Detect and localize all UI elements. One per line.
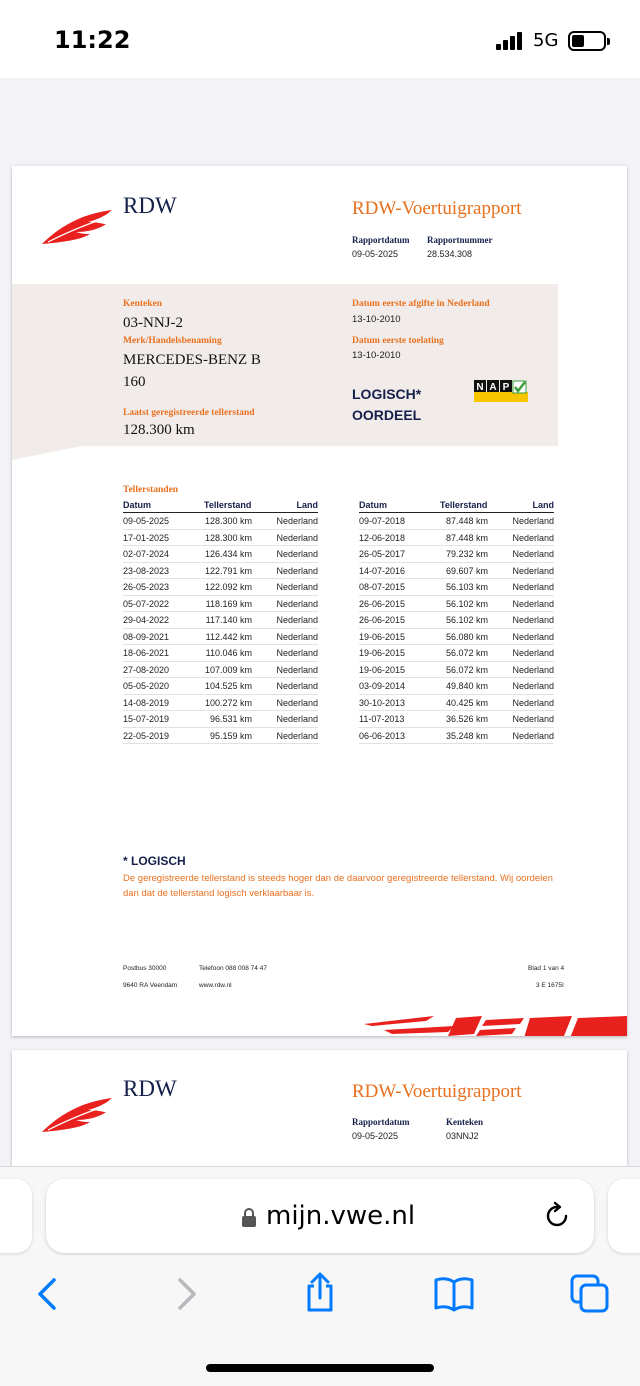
make-value-line1: MERCEDES-BENZ B xyxy=(123,352,261,368)
table-header xyxy=(123,499,318,513)
cell-date: 26-06-2015 xyxy=(359,598,406,609)
cell-date: 17-01-2025 xyxy=(123,532,170,543)
table-row xyxy=(359,728,554,745)
footer-web: www.rdw.nl xyxy=(199,982,232,989)
cell-country: Nederland xyxy=(276,714,318,724)
make-label: Merk/Handelsbenaming xyxy=(123,336,222,346)
col-reading-header: Tellerstand xyxy=(440,500,488,510)
cell-date: 18-06-2021 xyxy=(123,648,170,658)
cell-country: Nederland xyxy=(512,664,554,675)
table-row xyxy=(123,579,318,596)
verdict xyxy=(352,384,421,426)
cell-reading: 56.080 km xyxy=(445,631,488,642)
cell-date: 15-07-2019 xyxy=(123,714,170,724)
plate-value: 03-NNJ-2 xyxy=(123,315,183,331)
table-row xyxy=(123,513,318,530)
nap-check-logo-icon xyxy=(474,380,528,402)
cell-country: Nederland xyxy=(512,565,554,576)
rdw-brand: RDW xyxy=(123,193,177,218)
rdw-feather-logo-icon xyxy=(40,206,114,246)
readings-title: Tellerstanden xyxy=(123,485,179,495)
share-icon[interactable] xyxy=(300,1272,340,1312)
first-issue-nl-value: 13-10-2010 xyxy=(352,314,401,325)
cell-date: 14-07-2016 xyxy=(359,565,406,576)
cell-reading: 100.272 km xyxy=(204,697,252,708)
cell-reading: 56.102 km xyxy=(445,598,488,609)
col-country-header: Land xyxy=(296,500,318,510)
rdw-stripes-icon xyxy=(364,1012,627,1036)
cell-date: 27-08-2020 xyxy=(123,664,170,675)
report-title: RDW-Voertuigrapport xyxy=(352,198,522,219)
cell-country: Nederland xyxy=(512,549,554,559)
cell-date: 30-10-2013 xyxy=(359,697,406,708)
nap-letter-a: A xyxy=(489,382,497,393)
report-page-1 xyxy=(12,166,627,1036)
footer-code: 3 E 1675I xyxy=(536,982,564,989)
cell-date: 09-07-2018 xyxy=(359,516,406,526)
table-row xyxy=(359,513,554,530)
cell-reading: 110.046 km xyxy=(205,648,252,658)
cell-country: Nederland xyxy=(512,631,554,642)
first-admission-label: Datum eerste toelating xyxy=(352,336,444,346)
col-reading-header: Tellerstand xyxy=(204,500,252,510)
cell-country: Nederland xyxy=(512,681,554,691)
odometer-label: Laatst geregistreerde tellerstand xyxy=(123,408,255,418)
cell-reading: 128.300 km xyxy=(204,532,252,543)
footer-city: 9640 RA Veendam xyxy=(123,982,178,989)
cell-date: 14-08-2019 xyxy=(123,697,170,708)
status-time: 11:22 xyxy=(54,26,131,54)
cell-date: 29-04-2022 xyxy=(123,615,170,625)
cell-date: 08-09-2021 xyxy=(123,631,170,642)
cell-country: Nederland xyxy=(512,516,554,526)
cell-date: 26-05-2023 xyxy=(123,582,170,592)
col-date-header: Datum xyxy=(359,500,388,510)
table-row xyxy=(123,645,318,662)
cell-country: Nederland xyxy=(512,648,554,658)
cell-country: Nederland xyxy=(276,565,318,576)
verdict-line1: LOGISCH* xyxy=(352,386,422,402)
cell-country: Nederland xyxy=(512,615,554,625)
cell-country: Nederland xyxy=(276,582,318,592)
cell-reading: 79.232 km xyxy=(445,549,488,559)
cell-date: 05-05-2020 xyxy=(123,681,170,691)
cell-date: 08-07-2015 xyxy=(359,582,406,592)
table-row xyxy=(359,546,554,563)
cell-reading: 107.009 km xyxy=(204,664,252,675)
cell-date: 05-07-2022 xyxy=(123,598,170,609)
cell-country: Nederland xyxy=(276,681,318,691)
report-number-label: Rapportnummer xyxy=(427,235,493,245)
footer-page: Blad 1 van 4 xyxy=(528,965,565,972)
network-type: 5G xyxy=(533,30,559,51)
col-date-header: Datum xyxy=(123,500,152,510)
cell-country: Nederland xyxy=(276,697,318,708)
report-date-label: Rapportdatum xyxy=(352,235,410,245)
table-row xyxy=(359,563,554,580)
cell-reading: 122.791 km xyxy=(204,565,252,576)
cell-reading: 96.531 km xyxy=(209,714,252,724)
lock-icon xyxy=(242,1207,256,1227)
tabs-icon[interactable] xyxy=(570,1274,610,1314)
cell-reading: 122.092 km xyxy=(204,582,252,592)
cell-country: Nederland xyxy=(512,532,554,543)
report-page-2 xyxy=(12,1050,627,1180)
first-issue-nl-label: Datum eerste afgifte in Nederland xyxy=(352,299,490,309)
table-row xyxy=(359,695,554,712)
cell-reading: 95.159 km xyxy=(209,730,252,741)
cell-country: Nederland xyxy=(276,615,318,625)
rdw-brand: RDW xyxy=(123,1076,177,1101)
table-row xyxy=(123,695,318,712)
table-row xyxy=(359,596,554,613)
plate-value: 03NNJ2 xyxy=(446,1131,479,1141)
cell-reading: 56.102 km xyxy=(445,615,488,625)
cell-date: 19-06-2015 xyxy=(359,648,406,658)
cell-reading: 56.072 km xyxy=(445,664,488,675)
cell-country: Nederland xyxy=(512,598,554,609)
verdict-line2: OORDEEL xyxy=(352,407,422,423)
footer-phone: Telefoon 088 008 74 47 xyxy=(199,965,267,972)
report-title: RDW-Voertuigrapport xyxy=(352,1081,522,1102)
rdw-feather-logo-icon xyxy=(40,1094,114,1134)
address-bar[interactable] xyxy=(46,1179,594,1253)
table-row xyxy=(123,678,318,695)
cell-reading: 56.103 km xyxy=(445,582,488,592)
legend-title: * LOGISCH xyxy=(123,854,186,868)
cell-date: 02-07-2024 xyxy=(123,549,170,559)
report-date-value: 09-05-2025 xyxy=(352,1131,399,1141)
cell-reading: 69.607 km xyxy=(445,565,488,576)
cell-date: 03-09-2014 xyxy=(359,681,406,691)
cell-date: 09-05-2025 xyxy=(123,516,170,526)
table-row xyxy=(359,579,554,596)
signal-icon xyxy=(496,32,526,50)
table-row xyxy=(123,596,318,613)
cell-reading: 87.448 km xyxy=(445,532,488,543)
footer-postbus: Postbus 30000 xyxy=(123,965,167,972)
cell-reading: 36.526 km xyxy=(445,714,488,724)
table-row xyxy=(359,530,554,547)
status-bar xyxy=(0,0,640,78)
first-admission-value: 13-10-2010 xyxy=(352,350,401,361)
cell-country: Nederland xyxy=(512,697,554,708)
previous-tab-preview[interactable] xyxy=(0,1179,32,1253)
cell-date: 19-06-2015 xyxy=(359,664,406,675)
cell-country: Nederland xyxy=(276,516,318,526)
bookmarks-icon[interactable] xyxy=(434,1274,474,1314)
table-row xyxy=(359,711,554,728)
address-bar-area xyxy=(0,1166,640,1256)
table-row xyxy=(123,711,318,728)
cell-country: Nederland xyxy=(276,730,318,741)
cell-country: Nederland xyxy=(276,532,318,543)
table-row xyxy=(359,612,554,629)
cell-date: 22-05-2019 xyxy=(123,730,170,741)
back-icon[interactable] xyxy=(28,1274,68,1314)
table-row xyxy=(359,662,554,679)
table-row xyxy=(359,678,554,695)
table-row xyxy=(123,546,318,563)
cell-date: 11-07-2013 xyxy=(359,714,405,724)
cell-date: 19-06-2015 xyxy=(359,631,406,642)
readings-table-left xyxy=(123,499,318,744)
cell-country: Nederland xyxy=(276,648,318,658)
table-row xyxy=(359,629,554,646)
table-row xyxy=(123,530,318,547)
nap-letter-p: P xyxy=(502,382,510,393)
cell-country: Nederland xyxy=(276,631,318,642)
cell-country: Nederland xyxy=(276,549,318,559)
battery-icon xyxy=(568,31,606,51)
odometer-value: 128.300 km xyxy=(123,422,195,438)
report-date-label: Rapportdatum xyxy=(352,1117,410,1127)
cell-reading: 104.525 km xyxy=(204,681,252,691)
cell-country: Nederland xyxy=(512,714,554,724)
cell-date: 26-05-2017 xyxy=(359,549,406,559)
nap-letter-n: N xyxy=(476,382,484,393)
forward-icon[interactable] xyxy=(166,1274,206,1314)
cell-country: Nederland xyxy=(276,598,318,609)
cell-reading: 117.140 km xyxy=(205,615,252,625)
cell-reading: 128.300 km xyxy=(204,516,252,526)
cell-date: 06-06-2013 xyxy=(359,730,406,741)
table-header xyxy=(359,499,554,513)
make-value-line2: 160 xyxy=(123,374,146,390)
cell-reading: 35.248 km xyxy=(445,730,488,741)
cell-reading: 49.840 km xyxy=(445,681,488,691)
cell-date: 12-06-2018 xyxy=(359,532,406,543)
table-row xyxy=(123,728,318,745)
url-text[interactable]: mijn.vwe.nl xyxy=(266,1201,416,1231)
table-row xyxy=(359,645,554,662)
col-country-header: Land xyxy=(532,500,554,510)
table-row xyxy=(123,629,318,646)
cell-reading: 40.425 km xyxy=(445,697,488,708)
cell-country: Nederland xyxy=(512,582,554,592)
legend-text: De geregistreerde tellerstand is steeds hoger dan de daarvoor geregistreerde tellerstand. Wij oordelen dan dat de tellerstand logisch verklaarbaar is. xyxy=(123,873,553,899)
table-row xyxy=(123,563,318,580)
plate-label: Kenteken xyxy=(446,1117,483,1127)
cell-country: Nederland xyxy=(276,664,318,675)
cell-date: 23-08-2023 xyxy=(123,565,170,576)
report-number-value: 28.534.308 xyxy=(427,249,473,259)
readings-table-right xyxy=(359,499,554,744)
home-indicator[interactable] xyxy=(206,1364,434,1372)
cell-reading: 112.442 km xyxy=(205,631,252,642)
table-row xyxy=(123,612,318,629)
cell-reading: 118.169 km xyxy=(205,598,252,609)
next-tab-preview[interactable] xyxy=(608,1179,640,1253)
cell-country: Nederland xyxy=(512,730,554,741)
reload-icon[interactable] xyxy=(542,1201,572,1231)
table-row xyxy=(123,662,318,679)
report-date-value: 09-05-2025 xyxy=(352,249,399,259)
plate-label: Kenteken xyxy=(123,299,163,309)
cell-date: 26-06-2015 xyxy=(359,615,406,625)
cell-reading: 56.072 km xyxy=(445,648,488,658)
cell-reading: 87.448 km xyxy=(445,516,488,526)
cell-reading: 126.434 km xyxy=(204,549,252,559)
